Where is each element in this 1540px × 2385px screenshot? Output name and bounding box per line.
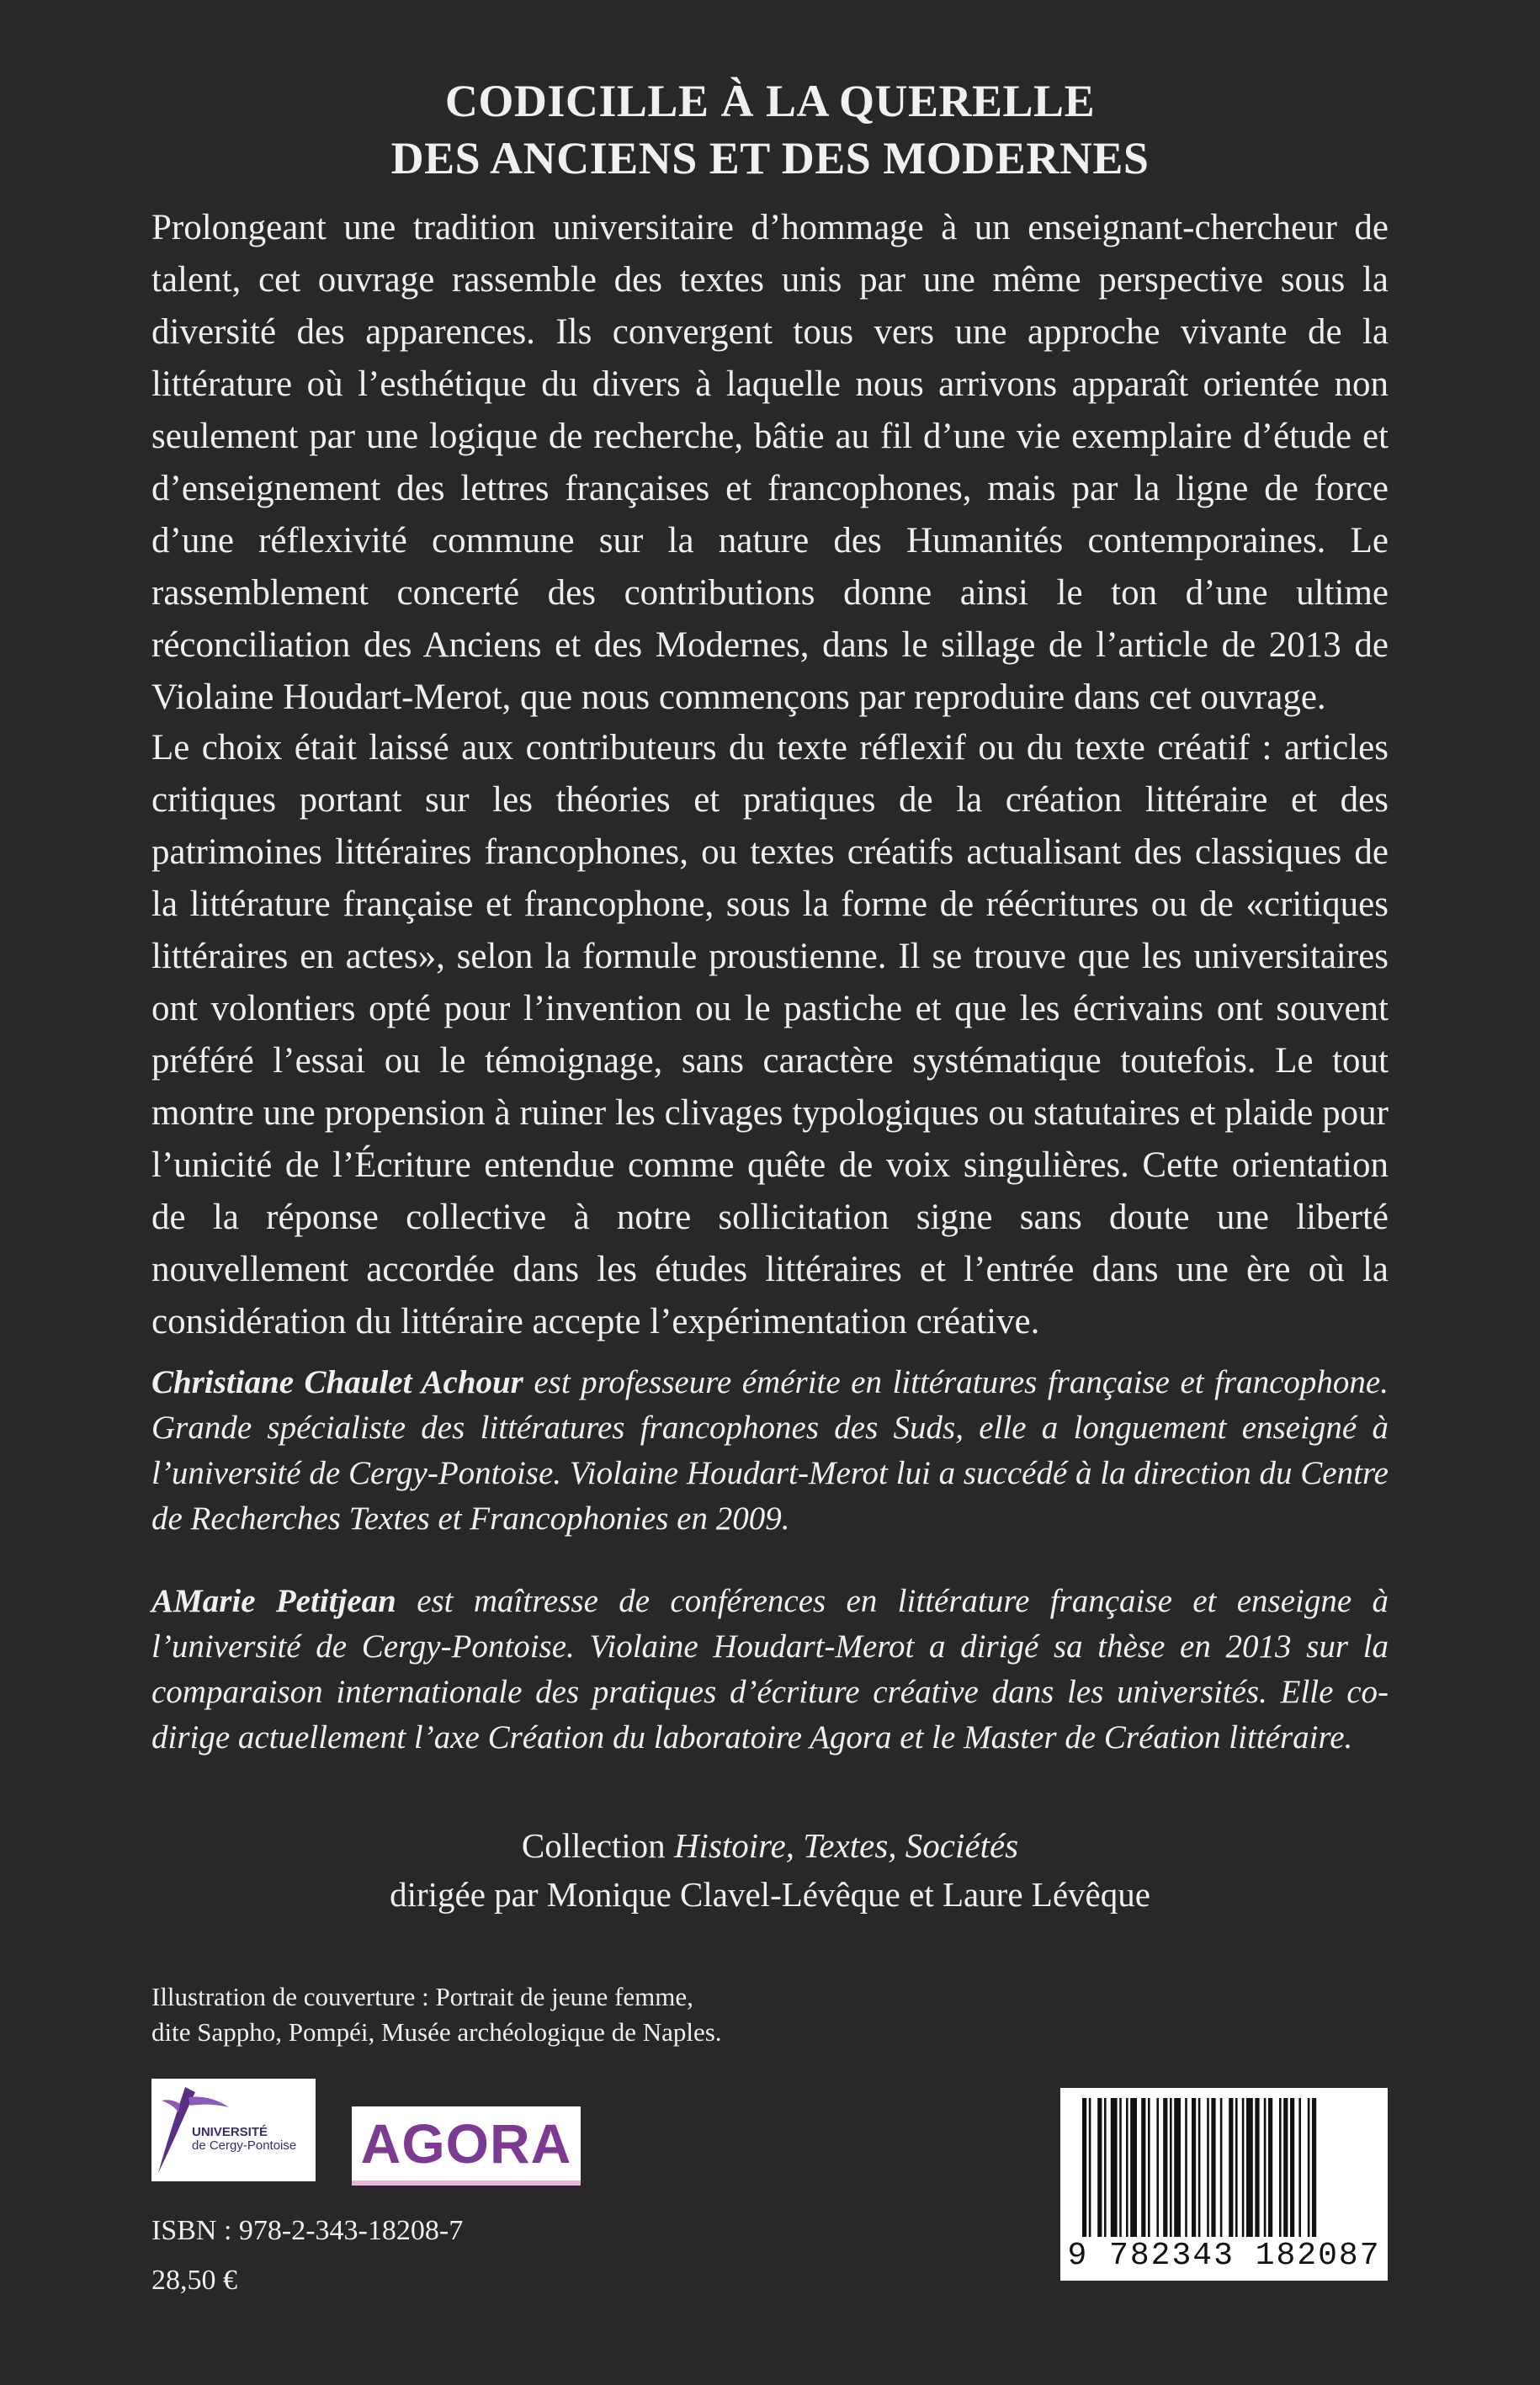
- barcode-bar: [1298, 2098, 1301, 2237]
- barcode-bar: [1170, 2098, 1172, 2237]
- summary-paragraph-2: Le choix était laissé aux contributeurs du texte réflexif ou du texte créatif : articles critiques portant sur les théories et pratiques de la création littéraire et des patrimoines littéraires francophones, ou textes créatifs actualisant des classiques de la littérature française et francophone, sous la forme de réécritures ou de «critiques littéraires en actes», selon la formule proustienne. Il se trouve que les universitaires ont volontiers opté pour l’invention ou le pastiche et que les écrivains ont souvent préféré l’essai ou le témoignage, sans caractère systématique toutefois. Le tout montre une propension à ruiner les clivages typologiques ou statutaires et plaide pour l’unicité de l’Écriture entendue comme quête de voix singulières. Cette orientation de la réponse collective à notre sollicitation signe sans doute une liberté nouvellement accordée dans les études littéraires et l’entrée dans une ère où la considération du littéraire accepte l’expérimentation créative.: [151, 728, 1389, 1341]
- barcode-bar: [1089, 2098, 1091, 2237]
- book-title: [151, 72, 1389, 187]
- illustration-line-1: Illustration de couverture : Portrait de jeune femme,: [151, 1982, 693, 2011]
- agora-logo: [352, 2106, 581, 2186]
- title-line-1: CODICILLE À LA QUERELLE: [444, 76, 1096, 126]
- barcode-bar: [1283, 2098, 1288, 2237]
- author-bio-2: [151, 1579, 1389, 1761]
- university-logo-line-1: UNIVERSITÉ: [192, 2125, 268, 2139]
- university-logo-line-2: de Cergy-Pontoise: [192, 2138, 297, 2153]
- author-name-1: Christiane Chaulet Achour: [151, 1364, 523, 1400]
- barcode-bar: [1235, 2098, 1238, 2237]
- collection-info: [151, 1821, 1389, 1919]
- author-bio-1: [151, 1360, 1389, 1542]
- author-name-2: AMarie Petitjean: [151, 1583, 396, 1619]
- barcode-bar: [1126, 2098, 1128, 2237]
- barcode-bar: [1082, 2098, 1086, 2237]
- author-bio-text-2: est maîtresse de conférences en littérature française et enseigne à l’université de Cergy-Pontoise. Violaine Houdart-Merot a dirigé sa thèse en 2013 sur la comparaison internationale des pratiques d’écriture créative dans les universités. Elle co-dirige actuellement l’axe Création du laboratoire Agora et le Master de Création littéraire.: [151, 1583, 1389, 1756]
- barcode-bar: [1308, 2098, 1310, 2237]
- barcode-bar: [1198, 2098, 1201, 2237]
- barcode-bar: [1211, 2098, 1215, 2237]
- barcode-digits: 9 782343 182087: [1067, 2238, 1381, 2274]
- barcode-bar: [1246, 2098, 1253, 2237]
- barcode: [1060, 2088, 1388, 2281]
- barcode-bar: [1207, 2098, 1209, 2237]
- barcode-bar: [1141, 2098, 1145, 2237]
- barcode-bar: [1185, 2098, 1187, 2237]
- barcode-bar: [1268, 2098, 1272, 2237]
- collection-prefix: Collection: [521, 1826, 674, 1865]
- price: 28,50 €: [151, 2265, 237, 2296]
- barcode-bar: [1163, 2098, 1167, 2237]
- barcode-bar: [1290, 2098, 1294, 2237]
- author-bio-text-1: est professeure émérite en littératures française et francophone. Grande spécialiste des littératures francophones des Suds, elle a longuement enseigné à l’université de Cergy-Pontoise. Violaine Houdart-Merot lui a succédé à la direction du Centre de Recherches Textes et Francophonies en 2009.: [151, 1364, 1389, 1537]
- barcode-bar: [1174, 2098, 1181, 2237]
- barcode-bar: [1264, 2098, 1267, 2237]
- collection-editors: dirigée par Monique Clavel-Lévêque et Laure Lévêque: [390, 1875, 1150, 1914]
- barcode-bar: [1312, 2098, 1316, 2237]
- barcode-bar: [1104, 2098, 1107, 2237]
- collection-name: Histoire, Textes, Sociétés: [673, 1826, 1019, 1865]
- barcode-bar: [1097, 2098, 1102, 2237]
- barcode-bar: [1220, 2098, 1223, 2237]
- university-logo: [151, 2079, 316, 2181]
- agora-logo-text: AGORA: [360, 2112, 572, 2175]
- barcode-bar: [1111, 2098, 1118, 2237]
- barcode-bar: [1255, 2098, 1259, 2237]
- barcode-bar: [1119, 2098, 1122, 2237]
- summary-paragraph-1: Prolongeant une tradition universitaire d’hommage à un enseignant-chercheur de talent, cet ouvrage rassemble des textes unis par une même perspective sous la diversité des apparences. Ils convergent tous vers une approche vivante de la littérature où l’esthétique du divers à laquelle nous arrivons apparaît orientée non seulement par une logique de recherche, bâtie au fil d’une vie exemplaire d’étude et d’enseignement des lettres françaises et francophones, mais par la ligne de force d’une réflexivité commune sur la nature des Humanités contemporaines. Le rassemblement concerté des contributions donne ainsi le ton d’une ultime réconciliation des Anciens et des Modernes, dans le sillage de l’article de 2013 de Violaine Houdart-Merot, que nous commençons par reproduire dans cet ouvrage.: [151, 208, 1389, 717]
- barcode-bar: [1279, 2098, 1282, 2237]
- barcode-bar: [1192, 2098, 1196, 2237]
- barcode-bar: [1130, 2098, 1137, 2237]
- barcode-bar: [1156, 2098, 1159, 2237]
- illustration-line-2: dite Sappho, Pompéi, Musée archéologique de Naples.: [151, 2017, 722, 2047]
- university-logo-text: [192, 2126, 314, 2153]
- collection-line: [151, 1821, 1389, 1870]
- barcode-bar: [1148, 2098, 1150, 2237]
- title-line-2: DES ANCIENS ET DES MODERNES: [390, 133, 1150, 183]
- barcode-bar: [1229, 2098, 1233, 2237]
- barcode-bar: [1242, 2098, 1245, 2237]
- isbn: ISBN : 978-2-343-18208-7: [151, 2215, 464, 2246]
- illustration-credit: [151, 1979, 909, 2050]
